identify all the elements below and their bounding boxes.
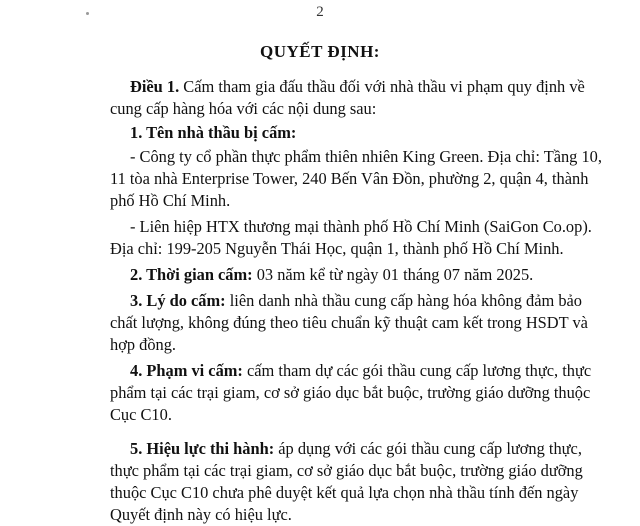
section-3-label: 3. Lý do cấm: (130, 291, 226, 310)
section-1-label: 1. Tên nhà thầu bị cấm: (130, 123, 297, 142)
contractor-2-paragraph: - Liên hiệp HTX thương mại thành phố Hồ Chí Minh (SaiGon Co.op). Địa chỉ: 199-205 Nguyễn Thái Học, quận 1, thành phố Hồ Chí Minh. (110, 217, 592, 258)
section-2-label: 2. Thời gian cấm: (130, 265, 253, 284)
section-4-paragraph (110, 360, 610, 426)
page-number: 2 (316, 4, 324, 20)
section-2-text: 03 năm kể từ ngày 01 tháng 07 năm 2025. (252, 265, 534, 284)
article-1-label: Điều 1. (130, 77, 180, 96)
article-1-text: Cấm tham gia đấu thầu đối với nhà thầu vi phạm quy định về cung cấp hàng hóa với các nội dung sau: (110, 77, 585, 118)
section-3-text: liên danh nhà thầu cung cấp hàng hóa không đảm bảo chất lượng, không đúng theo tiêu chuẩn kỹ thuật cam kết trong HSDT và hợp đồng. (110, 291, 588, 354)
document-body (110, 76, 610, 526)
section-5-paragraph (110, 438, 610, 526)
section-4-text: cấm tham dự các gói thầu cung cấp lương thực, thực phẩm tại các trại giam, cơ sở giáo dục bắt buộc, trường giáo dưỡng thuộc Cục C10. (110, 361, 592, 424)
section-2-paragraph (110, 264, 610, 286)
section-5-label: 5. Hiệu lực thi hành: (130, 439, 275, 458)
article-1-paragraph (110, 76, 610, 120)
decision-heading: QUYẾT ĐỊNH: (260, 42, 380, 61)
contractor-1-paragraph: - Công ty cổ phần thực phẩm thiên nhiên King Green. Địa chỉ: Tầng 10, 11 tòa nhà Enterprise Tower, 240 Bến Vân Đồn, phường 2, quận 4, thành phố Hồ Chí Minh. (110, 147, 602, 210)
section-4-label: 4. Phạm vi cấm: (130, 361, 243, 380)
section-3-paragraph (110, 290, 610, 356)
section-5-text: áp dụng với các gói thầu cung cấp lương thực, thực phẩm tại các trại giam, cơ sở giáo dục bắt buộc, trường giáo dưỡng thuộc Cục C10 chưa phê duyệt kết quả lựa chọn nhà thầu tính đến ngày Quyết định này có hiệu lực. (110, 439, 583, 524)
section-1-heading (110, 122, 610, 144)
